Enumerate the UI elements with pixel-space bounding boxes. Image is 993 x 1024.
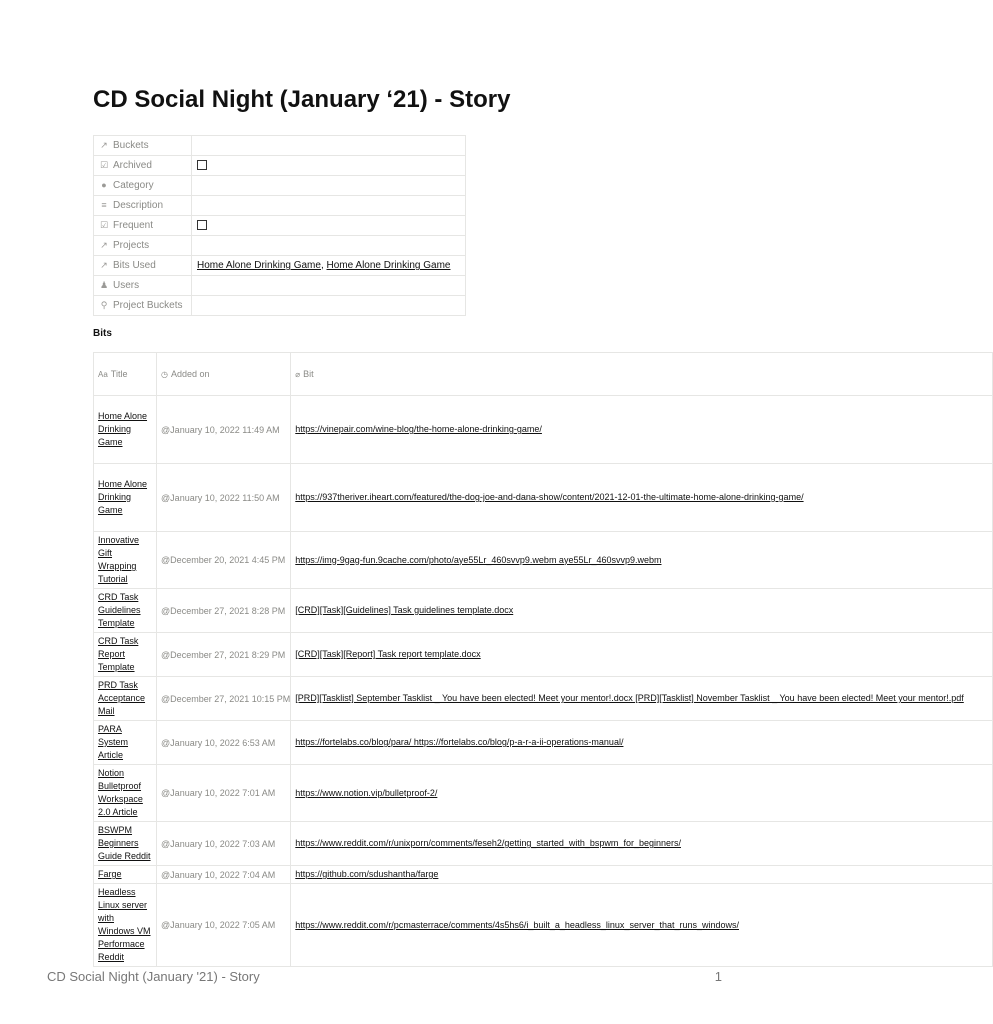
bit-link[interactable]: https://www.reddit.com/r/pcmasterrace/comments/4s5hs6/i_built_a_headless_linux_server_that_runs_windows/: [295, 919, 739, 930]
bit-link[interactable]: [CRD][Task][Guidelines] Task guidelines template.docx: [295, 605, 514, 615]
property-value-cell[interactable]: [192, 216, 466, 236]
page-title: CD Social Night (January ‘21) - Story: [93, 86, 511, 113]
property-name-cell: [94, 296, 192, 316]
property-value-cell[interactable]: [192, 136, 466, 156]
properties-table: [93, 135, 466, 316]
property-checkbox[interactable]: [197, 220, 207, 230]
property-row: [94, 256, 466, 276]
title-cell: [94, 464, 157, 532]
property-value-cell[interactable]: [192, 236, 466, 256]
row-title-link[interactable]: Notion Bulletproof Workspace 2.0 Article: [98, 768, 143, 817]
property-name: Description: [113, 200, 164, 211]
property-name: Project Buckets: [113, 300, 183, 311]
property-name: Buckets: [113, 140, 149, 151]
footer-title: CD Social Night (January '21) - Story: [47, 969, 260, 984]
row-title-link[interactable]: Home Alone Drinking Game: [98, 411, 148, 447]
added-on-cell: @January 10, 2022 6:53 AM: [157, 721, 291, 765]
added-on-cell: @January 10, 2022 11:50 AM: [157, 464, 291, 532]
column-header-label: Added on: [171, 369, 210, 379]
property-row: [94, 216, 466, 236]
paperclip-icon: ⌀: [295, 370, 301, 379]
property-checkbox[interactable]: [197, 160, 207, 170]
title-cell: [94, 396, 157, 464]
property-name-cell: [94, 196, 192, 216]
bit-cell: [291, 396, 993, 464]
property-value-cell[interactable]: [192, 176, 466, 196]
arrow-up-right-icon: ↗: [100, 260, 108, 270]
bit-link[interactable]: [CRD][Task][Report] Task report template.docx: [295, 649, 481, 659]
property-name-cell: [94, 276, 192, 296]
bit-cell: [291, 633, 993, 677]
text-type-icon: Aa: [98, 370, 108, 379]
bit-cell: [291, 677, 993, 721]
bits-table: [93, 352, 993, 967]
title-cell: [94, 822, 157, 866]
property-row: [94, 236, 466, 256]
property-name-cell: [94, 256, 192, 276]
property-row: [94, 156, 466, 176]
select-icon: ●: [101, 180, 107, 190]
title-cell: [94, 589, 157, 633]
row-title-link[interactable]: PRD Task Acceptance Mail: [98, 680, 146, 716]
title-cell: [94, 884, 157, 967]
bit-cell: [291, 464, 993, 532]
added-on-cell: @December 27, 2021 8:28 PM: [157, 589, 291, 633]
property-name: Archived: [113, 160, 152, 171]
footer-page-number: 1: [714, 969, 722, 984]
added-on-cell: @January 10, 2022 7:01 AM: [157, 765, 291, 822]
bit-cell: [291, 721, 993, 765]
bits-table-container: [93, 352, 964, 962]
property-value-cell[interactable]: [192, 156, 466, 176]
row-title-link[interactable]: CRD Task Report Template: [98, 636, 139, 672]
arrow-up-right-icon: ↗: [100, 140, 108, 150]
title-cell: [94, 721, 157, 765]
bits-header-row: [94, 353, 993, 396]
bit-link[interactable]: https://www.notion.vip/bulletproof-2/: [295, 787, 438, 798]
added-on-cell: @December 27, 2021 10:15 PM: [157, 677, 291, 721]
property-value-cell[interactable]: [192, 276, 466, 296]
added-on-cell: @January 10, 2022 7:05 AM: [157, 884, 291, 967]
column-header-label: Title: [110, 369, 128, 379]
property-value-cell[interactable]: [192, 196, 466, 216]
bit-cell: [291, 822, 993, 866]
title-cell: [94, 633, 157, 677]
table-row[interactable]: [94, 532, 993, 589]
property-name-cell: [94, 236, 192, 256]
text-icon: ≡: [101, 200, 107, 210]
row-title-link[interactable]: Home Alone Drinking Game: [98, 479, 148, 515]
table-row[interactable]: [94, 396, 993, 464]
bit-cell: [291, 532, 993, 589]
property-row: [94, 136, 466, 156]
title-cell: [94, 765, 157, 822]
bit-cell: [291, 884, 993, 967]
table-row[interactable]: [94, 464, 993, 532]
property-name: Frequent: [113, 220, 154, 231]
bit-cell: [291, 765, 993, 822]
title-cell: [94, 532, 157, 589]
row-title-link[interactable]: PARA System Article: [98, 724, 129, 760]
added-on-cell: @January 10, 2022 7:03 AM: [157, 822, 291, 866]
bits-heading: Bits: [93, 328, 112, 339]
property-row: [94, 196, 466, 216]
property-name: Bits Used: [113, 260, 156, 271]
arrow-up-right-icon: ↗: [100, 240, 108, 250]
property-name-cell: [94, 156, 192, 176]
people-icon: ♟: [99, 280, 109, 290]
table-row[interactable]: [94, 884, 993, 967]
checkbox-icon: ☑: [99, 220, 109, 230]
column-header-title[interactable]: [94, 353, 157, 396]
property-row: [94, 176, 466, 196]
table-row[interactable]: [94, 822, 993, 866]
added-on-cell: @January 10, 2022 11:49 AM: [157, 396, 291, 464]
property-name: Category: [113, 180, 154, 191]
table-row[interactable]: [94, 633, 993, 677]
table-row[interactable]: [94, 589, 993, 633]
clock-icon: ◷: [161, 370, 169, 379]
checkbox-icon: ☑: [99, 160, 109, 170]
relation-link[interactable]: Home Alone Drinking Game: [326, 260, 451, 271]
added-on-cell: @December 20, 2021 4:45 PM: [157, 532, 291, 589]
row-title-link[interactable]: BSWPM Beginners Guide Reddit: [98, 825, 151, 861]
property-name-cell: [94, 216, 192, 236]
bit-link[interactable]: https://github.com/sdushantha/farge: [295, 869, 439, 879]
column-header-bit[interactable]: [291, 353, 993, 396]
property-row: [94, 296, 466, 316]
table-row[interactable]: [94, 721, 993, 765]
bit-link[interactable]: https://www.reddit.com/r/unixporn/comments/feseh2/getting_started_with_bspwm_for_beginners/: [295, 838, 681, 848]
bit-link[interactable]: https://937theriver.iheart.com/featured/the-dog-joe-and-dana-show/content/2021-12-01-the-ultimate-home-alone-drinking-game/: [295, 492, 804, 502]
bit-cell: [291, 589, 993, 633]
property-value-cell[interactable]: Home Alone Drinking Game, Home Alone Drinking Game: [192, 256, 466, 276]
bit-link[interactable]: https://fortelabs.co/blog/para/ https://fortelabs.co/blog/p-a-r-a-ii-operations-manual/: [295, 737, 624, 747]
table-row[interactable]: [94, 765, 993, 822]
row-title-link[interactable]: Innovative Gift Wrapping Tutorial: [98, 535, 140, 584]
bit-link[interactable]: [PRD][Tasklist] September Tasklist _ You have been elected! Meet your mentor!.docx [PRD][Tasklist] November Tasklist _ You have been elected! Meet your mentor!.pdf: [295, 693, 964, 703]
column-header-label: Bit: [303, 369, 314, 379]
bit-cell: [291, 866, 993, 884]
added-on-cell: @December 27, 2021 8:29 PM: [157, 633, 291, 677]
relation-link[interactable]: Home Alone Drinking Game: [197, 260, 321, 271]
title-cell: [94, 866, 157, 884]
property-name: Projects: [113, 240, 150, 251]
property-row: [94, 276, 466, 296]
property-value-cell[interactable]: [192, 296, 466, 316]
row-title-link[interactable]: CRD Task Guidelines Template: [98, 592, 141, 628]
row-title-link[interactable]: Headless Linux server with Windows VM Performace Reddit: [98, 887, 151, 962]
property-name-cell: [94, 136, 192, 156]
property-name-cell: [94, 176, 192, 196]
search-icon: ⚲: [100, 300, 108, 310]
table-row[interactable]: [94, 677, 993, 721]
property-name: Users: [113, 280, 140, 291]
bit-link[interactable]: https://img-9gag-fun.9cache.com/photo/aye55Lr_460svvp9.webm aye55Lr_460svvp9.webm: [295, 554, 662, 565]
title-cell: [94, 677, 157, 721]
column-header-added-on[interactable]: [157, 353, 291, 396]
table-row[interactable]: [94, 866, 993, 884]
added-on-cell: @January 10, 2022 7:04 AM: [157, 866, 291, 884]
bit-link[interactable]: https://vinepair.com/wine-blog/the-home-alone-drinking-game/: [295, 424, 542, 434]
row-title-link[interactable]: Farge: [98, 869, 122, 879]
